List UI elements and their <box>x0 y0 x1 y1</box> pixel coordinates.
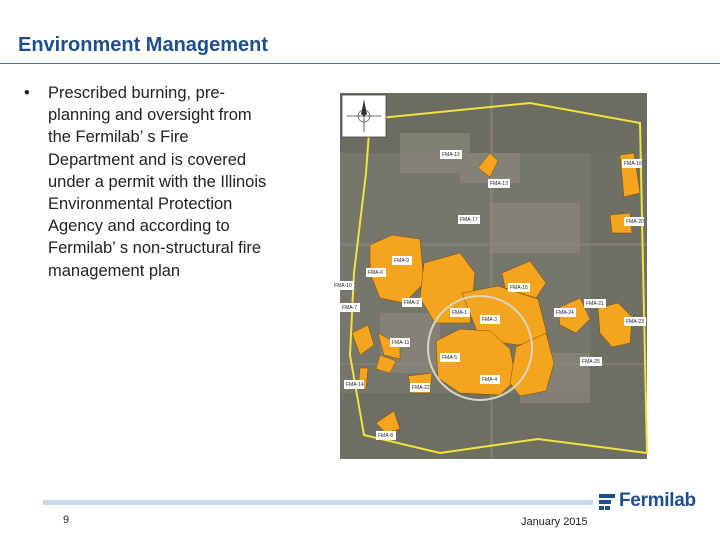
label-text-fma-7: FMA-7 <box>342 305 357 311</box>
label-fma-24 <box>554 308 576 317</box>
label-text-fma-1: FMA-1 <box>452 310 467 316</box>
label-fma-4 <box>480 375 500 384</box>
label-text-fma-13: FMA-13 <box>490 181 508 187</box>
label-fma-6 <box>366 268 386 277</box>
label-fma-1 <box>450 308 470 317</box>
aerial-map <box>334 93 647 459</box>
fermilab-logo <box>597 490 709 514</box>
label-text-fma-12: FMA-12 <box>442 152 460 158</box>
label-fma-13 <box>488 179 510 188</box>
label-text-fma-11: FMA-11 <box>392 340 410 346</box>
label-fma-23 <box>624 317 646 326</box>
label-fma-22 <box>410 383 430 392</box>
bullet-marker: • <box>24 84 30 102</box>
label-fma-9 <box>392 256 412 265</box>
label-text-fma-22: FMA-22 <box>412 385 430 391</box>
bullet-text: Prescribed burning, pre-planning and oversight from the Fermilab’ s Fire Department and is covered under a permit with the Illinois Environmental Protection Agency and according to Fermilab’ s non-structural fire management plan <box>48 84 267 280</box>
label-text-fma-14: FMA-14 <box>346 382 364 388</box>
label-fma-14 <box>344 380 364 389</box>
footer-date: January 2015 <box>521 516 588 528</box>
label-fma-11 <box>390 338 410 347</box>
label-text-fma-9: FMA-9 <box>394 258 409 264</box>
fermilab-logo-text: Fermilab <box>619 490 696 511</box>
label-text-fma-5: FMA-5 <box>442 355 457 361</box>
label-text-fma-24: FMA-24 <box>556 310 574 316</box>
label-text-fma-21: FMA-21 <box>586 301 604 307</box>
label-fma-15 <box>508 283 530 292</box>
label-fma-21 <box>584 299 606 308</box>
label-text-fma-3: FMA-3 <box>482 317 497 323</box>
label-fma-7 <box>340 303 360 312</box>
label-fma-20 <box>624 217 644 226</box>
label-text-fma-25: FMA-25 <box>582 359 600 365</box>
label-text-fma-20: FMA-20 <box>626 219 644 225</box>
label-fma-3 <box>480 315 500 324</box>
label-fma-5 <box>440 353 460 362</box>
label-fma-8 <box>376 431 396 440</box>
page-number: 9 <box>63 514 70 526</box>
label-fma-16 <box>622 159 642 168</box>
map-svg <box>334 93 647 459</box>
label-text-fma-23: FMA-23 <box>626 319 644 325</box>
slide-title: Environment Management <box>18 34 269 56</box>
label-text-fma-16: FMA-16 <box>624 161 642 167</box>
label-text-fma-8: FMA-8 <box>378 433 393 439</box>
label-text-fma-10: FMA-10 <box>334 283 352 289</box>
label-fma-25 <box>580 357 602 366</box>
label-text-fma-17: FMA-17 <box>460 217 478 223</box>
label-text-fma-6: FMA-6 <box>368 270 383 276</box>
footer-rule <box>43 500 593 505</box>
label-text-fma-4: FMA-4 <box>482 377 497 383</box>
label-fma-10 <box>332 281 354 290</box>
label-fma-12 <box>440 150 462 159</box>
fermilab-logo-icon <box>597 492 617 512</box>
label-fma-17 <box>458 215 480 224</box>
label-fma-2 <box>402 298 422 307</box>
label-text-fma-15: FMA-15 <box>510 285 528 291</box>
title-divider <box>0 63 720 64</box>
label-text-fma-2: FMA-2 <box>404 300 419 306</box>
